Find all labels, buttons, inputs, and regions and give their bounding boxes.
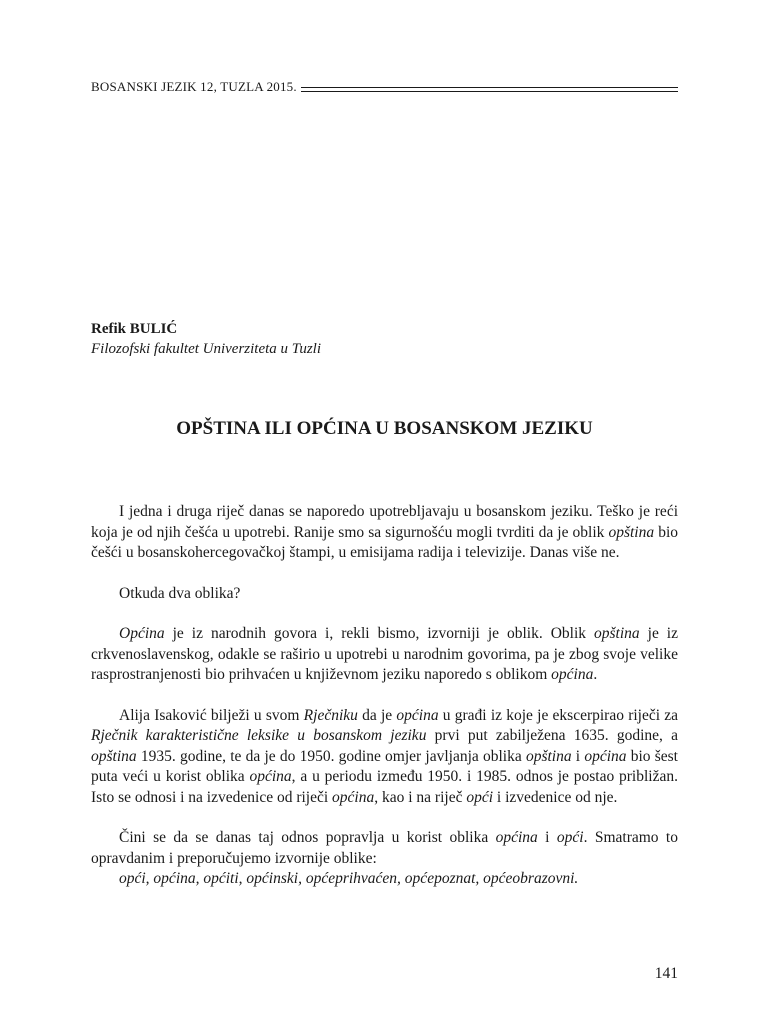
header-double-rule [301,87,678,92]
running-head [91,78,678,94]
italic-term: Rječniku [303,706,358,724]
text-run: . Smatramo to opravdanim i preporučujemo izvornije oblike: [91,829,678,867]
journal-running-title: BOSANSKI JEZIK 12, TUZLA 2015. [91,79,297,94]
italic-term: općina [396,706,439,724]
recommended-forms-list: opći, općina, općiti, općinski, općeprihvaćen, općepoznat, općeobrazovni. [119,870,579,887]
italic-term: opći [556,829,584,846]
author-block [91,319,321,359]
italic-term: općina [332,788,375,806]
italic-term: opština [594,625,640,642]
text-run: , a u periodu između 1950. i 1985. odnos je postao približan. Isto se odnosi i na izvedenice od riječi [91,768,678,806]
author-affiliation: Filozofski fakultet Univerziteta u Tuzli [91,341,321,357]
text-run: Otkuda dva oblika? [119,584,241,602]
italic-term: općina [495,829,538,846]
paragraph-2 [91,584,678,605]
text-run: bio češći u bosanskohercegovačkoj štampi, u emisijama radija i televizije. Danas više ne. [91,523,678,561]
text-run: I jedna i druga riječ danas se naporedo upotrebljavaju u bosanskom jeziku. Teško je reći koja je od njih češća u upotrebi. Ranije smo sa sigurnošću mogli tvrditi da je oblik [91,503,678,541]
paragraph-5 [91,828,678,869]
paragraph-1 [91,502,678,564]
text-run: i [571,747,585,765]
page-number: 141 [654,965,678,982]
author-name: Refik BULIĆ [91,321,178,337]
text-run: je iz narodnih govora i, rekli bismo, izvorniji je oblik. Oblik [164,625,594,642]
text-run: 1935. godine, te da je do 1950. godine omjer javljanja oblika [136,747,526,765]
italic-term: općina [551,666,594,683]
text-run: , kao i na riječ [374,788,467,806]
text-run: je iz crkvenoslavenskog, odakle se raširio u upotrebi u narodnim govorima, pa je zbog svoje velike rasprostranjenosti bio prihvaćen u književnom jeziku naporedo s oblikom [91,625,678,683]
article-title: OPŠTINA ILI OPĆINA U BOSANSKOM JEZIKU [176,418,593,439]
italic-term: opština [608,523,655,541]
italic-term: opština [91,747,137,765]
text-run: i [537,829,557,846]
article-body [91,502,678,890]
text-run: u građi iz koje je ekscerpirao riječi za [438,706,679,724]
text-run: prvi put zabilježena 1635. godine, a [426,727,678,744]
italic-term: općina [249,768,292,785]
italic-term: Rječnik karakteristične leksike u bosanskom jeziku [91,727,427,744]
italic-term: Općina [119,625,165,642]
text-run: i izvedenice od nje. [493,788,618,806]
text-run: bio šest puta veći u korist oblika [91,747,678,785]
text-run: da je [357,706,397,724]
paragraph-4 [91,706,678,809]
text-run: Alija Isaković bilježi u svom [119,706,304,724]
paragraph-3 [91,624,678,686]
text-run: . [593,666,598,683]
italic-term: općina [584,747,627,765]
text-run: Čini se da se danas taj odnos popravlja u korist oblika [119,829,496,846]
italic-term: opći [466,788,494,806]
italic-term: opština [525,747,572,765]
